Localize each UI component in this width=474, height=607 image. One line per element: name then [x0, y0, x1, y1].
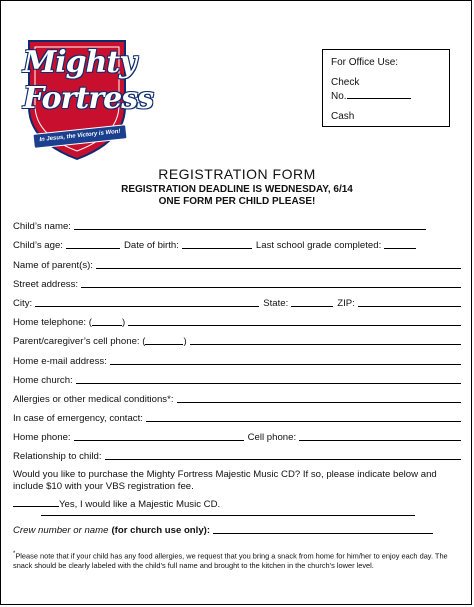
row-parents [13, 251, 465, 270]
parents-label: Name of parent(s): [13, 259, 93, 271]
row-relationship [13, 443, 465, 462]
email-label: Home e-mail address: [13, 355, 107, 367]
row-email [13, 347, 465, 366]
date-of-birth-label: Date of birth: [123, 240, 179, 252]
church-label: Home church: [13, 374, 73, 386]
one-form-notice: ONE FORM PER CHILD PLEASE! [158, 196, 316, 207]
email-field[interactable] [110, 355, 461, 365]
row-church [13, 367, 465, 386]
office-use-title: For Office Use: [331, 57, 399, 68]
home-phone-label: Home phone: [13, 432, 71, 444]
cell-phone-label: Cell phone: [247, 432, 297, 444]
allergies-label: Allergies or other medical conditions*: [13, 393, 174, 405]
emergency-label: In case of emergency, contact: [13, 413, 143, 425]
crew-church-use-label: (for church use only): [111, 525, 211, 536]
crew-label: Crew number or name [13, 525, 109, 536]
office-cash-label: Cash [331, 111, 355, 122]
city-label: City: [13, 297, 33, 309]
childs-name-field[interactable] [74, 220, 426, 230]
last-grade-label: Last school grade completed: [255, 240, 382, 252]
logo-word-fortress: Fortress [23, 81, 154, 116]
footnote-star: * [13, 551, 16, 557]
home-phone-field[interactable] [74, 431, 244, 441]
section-divider [41, 515, 415, 516]
crew-row [13, 524, 463, 536]
logo-tagline: In Jesus, the Victory is Won! [32, 124, 127, 149]
row-phones [13, 424, 465, 443]
cd-yes-row [13, 497, 220, 510]
relationship-field[interactable] [105, 450, 461, 460]
city-field[interactable] [35, 297, 259, 307]
row-home-telephone [13, 309, 465, 328]
row-city-state-zip [13, 290, 465, 309]
deadline-notice: REGISTRATION DEADLINE IS WEDNESDAY, 6/14 [121, 184, 353, 195]
cell-phone-field[interactable] [299, 431, 461, 441]
last-grade-field[interactable] [384, 239, 416, 249]
zip-field[interactable] [358, 297, 461, 307]
row-emergency [13, 405, 465, 424]
check-number-field[interactable] [347, 89, 411, 99]
state-label: State: [263, 297, 289, 309]
home-telephone-field[interactable] [128, 316, 461, 326]
allergies-field[interactable] [177, 393, 461, 403]
row-age-dob-grade [13, 232, 465, 251]
logo-word-mighty: Mighty [23, 45, 136, 80]
home-telephone-label: Home telephone: ( [13, 317, 92, 329]
row-childs-name [13, 213, 465, 232]
childs-name-label: Child’s name: [13, 221, 71, 233]
cd-yes-field[interactable] [13, 497, 59, 507]
childs-age-label: Child’s age: [13, 240, 63, 252]
street-field[interactable] [81, 278, 461, 288]
row-street [13, 271, 465, 290]
mighty-fortress-logo [23, 37, 154, 161]
office-use-box [322, 49, 450, 127]
form-title: REGISTRATION FORM [158, 166, 316, 182]
home-telephone-paren: ) [121, 317, 126, 329]
parent-cell-label: Parent/caregiver’s cell phone: ( [13, 336, 146, 348]
date-of-birth-field[interactable] [182, 239, 252, 249]
crew-field[interactable] [213, 524, 433, 534]
footnote-text: Please note that if your child has any food allergies, we request that you bring a snack from home for him/her to enjoy each day. The snack should be clearly labeled with the child’s full name and brought to the kitchen in the church’s lower level. [13, 551, 448, 571]
allergy-footnote [13, 549, 463, 571]
street-label: Street address: [13, 278, 79, 290]
office-no-label: No. [331, 91, 347, 102]
emergency-field[interactable] [146, 412, 461, 422]
row-allergies [13, 386, 465, 405]
childs-age-field[interactable] [66, 239, 120, 249]
parent-cell-field[interactable] [190, 335, 461, 345]
parents-field[interactable] [96, 259, 461, 269]
zip-label: ZIP: [337, 297, 355, 309]
parent-cell-area-field[interactable] [145, 335, 183, 345]
state-field[interactable] [291, 297, 333, 307]
row-parent-cell [13, 328, 465, 347]
parent-cell-paren: ) [183, 336, 187, 348]
cd-question: Would you like to purchase the Mighty Fortress Majestic Music CD? If so, please indicate below and include $10 with your VBS registration fee. [13, 469, 437, 492]
relationship-label: Relationship to child: [13, 451, 102, 463]
office-check-label: Check [331, 77, 360, 88]
office-check-number-row [331, 89, 441, 103]
cd-yes-label: Yes, I would like a Majestic Music CD. [59, 499, 221, 510]
home-telephone-area-field[interactable] [92, 316, 122, 326]
form-fields [13, 213, 465, 462]
church-field[interactable] [76, 374, 461, 384]
